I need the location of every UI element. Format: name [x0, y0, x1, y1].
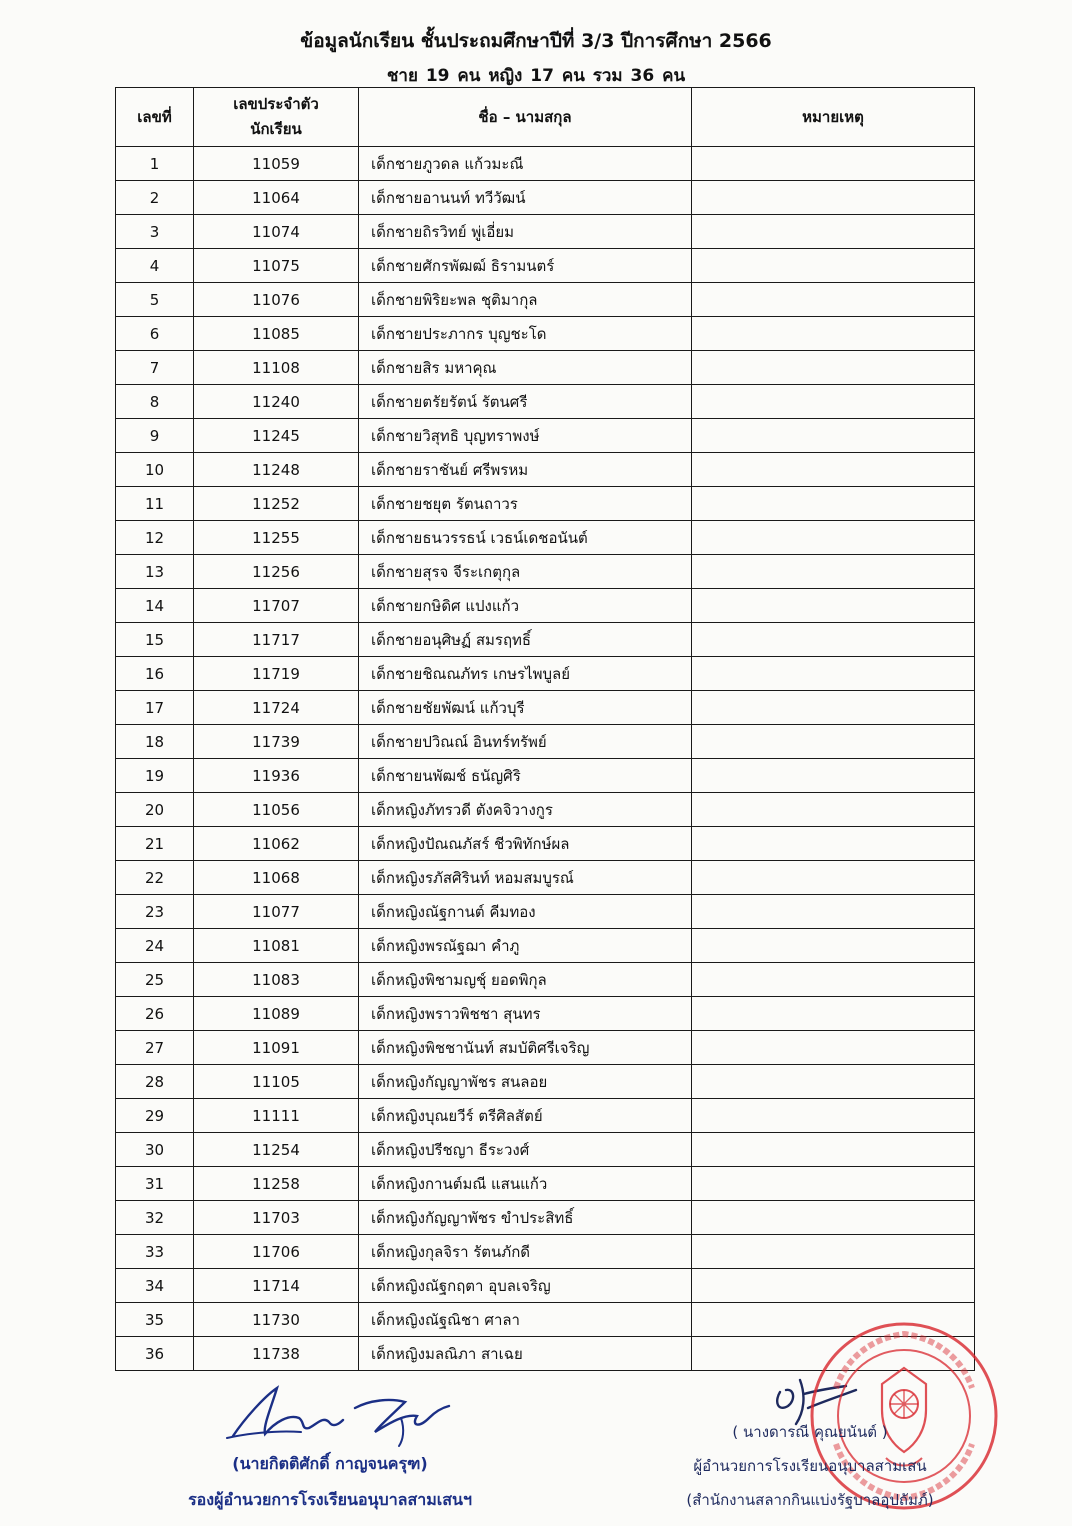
row-number: 36 [116, 1337, 194, 1371]
row-student-name: เด็กหญิงพิชามญชุ์ ยอดพิกุล [359, 963, 692, 997]
row-student-name: เด็กหญิงพิชชานันท์ สมบัติศรีเจริญ [359, 1031, 692, 1065]
table-row [116, 759, 975, 793]
table-row [116, 963, 975, 997]
row-number: 17 [116, 691, 194, 725]
table-row [116, 929, 975, 963]
row-student-name: เด็กชายวิสุทธิ บุญทราพงษ์ [359, 419, 692, 453]
row-note [692, 181, 975, 215]
row-student-name: เด็กชายปวิณณ์ อินทร์ทรัพย์ [359, 725, 692, 759]
row-note [692, 1269, 975, 1303]
table-row [116, 861, 975, 895]
row-note [692, 895, 975, 929]
row-note [692, 997, 975, 1031]
row-student-name: เด็กชายชยุต รัตนถาวร [359, 487, 692, 521]
table-row [116, 385, 975, 419]
row-student-id: 11256 [194, 555, 359, 589]
student-table [115, 87, 975, 1371]
row-student-id: 11936 [194, 759, 359, 793]
row-student-id: 11111 [194, 1099, 359, 1133]
row-note [692, 963, 975, 997]
row-note [692, 453, 975, 487]
row-student-name: เด็กชายสุรจ จีระเกตุกุล [359, 555, 692, 589]
row-note [692, 1031, 975, 1065]
row-student-name: เด็กหญิงกัญญาพัชร สนลอย [359, 1065, 692, 1099]
row-student-id: 11091 [194, 1031, 359, 1065]
row-student-id: 11717 [194, 623, 359, 657]
row-number: 1 [116, 147, 194, 181]
row-student-name: เด็กชายสิร มหาคุณ [359, 351, 692, 385]
table-row [116, 1269, 975, 1303]
row-student-id: 11706 [194, 1235, 359, 1269]
header-student-id [194, 88, 359, 147]
table-row [116, 1065, 975, 1099]
row-student-name: เด็กหญิงณัฐกฤตา อุบลเจริญ [359, 1269, 692, 1303]
row-student-name: เด็กชายตรัยรัตน์ รัตนศรี [359, 385, 692, 419]
row-number: 8 [116, 385, 194, 419]
row-note [692, 283, 975, 317]
row-student-name: เด็กหญิงณัฐกานต์ คีมทอง [359, 895, 692, 929]
row-student-id: 11258 [194, 1167, 359, 1201]
row-student-name: เด็กชายประภากร บุญชะโด [359, 317, 692, 351]
row-student-id: 11105 [194, 1065, 359, 1099]
row-note [692, 1065, 975, 1099]
row-student-name: เด็กหญิงณัฐณิชา ศาลา [359, 1303, 692, 1337]
row-number: 24 [116, 929, 194, 963]
row-note [692, 759, 975, 793]
table-row [116, 181, 975, 215]
table-header-row [116, 88, 975, 147]
row-number: 18 [116, 725, 194, 759]
student-count-summary: ชาย 19 คน หญิง 17 คน รวม 36 คน [386, 66, 686, 86]
table-row [116, 1167, 975, 1201]
left-signature [205, 1378, 465, 1448]
table-row [116, 283, 975, 317]
table-row [116, 725, 975, 759]
row-student-id: 11245 [194, 419, 359, 453]
row-student-id: 11064 [194, 181, 359, 215]
row-number: 3 [116, 215, 194, 249]
row-number: 35 [116, 1303, 194, 1337]
row-note [692, 1167, 975, 1201]
header-number: เลขที่ [116, 88, 194, 147]
table-row [116, 793, 975, 827]
row-student-name: เด็กชายราชันย์ ศรีพรหม [359, 453, 692, 487]
row-note [692, 215, 975, 249]
row-number: 23 [116, 895, 194, 929]
left-signer-name: (นายกิตติศักดิ์ กาญจนครุฑ) [232, 1454, 428, 1473]
row-student-id: 11730 [194, 1303, 359, 1337]
row-number: 20 [116, 793, 194, 827]
row-number: 2 [116, 181, 194, 215]
row-student-id: 11089 [194, 997, 359, 1031]
table-row [116, 895, 975, 929]
row-number: 30 [116, 1133, 194, 1167]
header-student-id-line2: นักเรียน [250, 120, 302, 138]
document-title: ข้อมูลนักเรียน ชั้นประถมศึกษาปีที่ 3/3 ปีการศึกษา 2566 [300, 30, 772, 52]
row-note [692, 249, 975, 283]
row-student-name: เด็กชายธนวรรธน์ เวธน์เดชอนันต์ [359, 521, 692, 555]
table-row [116, 827, 975, 861]
row-student-id: 11719 [194, 657, 359, 691]
row-note [692, 385, 975, 419]
row-student-name: เด็กชายพิริยะพล ชุติมากุล [359, 283, 692, 317]
row-number: 22 [116, 861, 194, 895]
row-student-id: 11714 [194, 1269, 359, 1303]
row-student-id: 11068 [194, 861, 359, 895]
row-student-id: 11248 [194, 453, 359, 487]
row-student-name: เด็กชายนพัฒช์ ธนัญศิริ [359, 759, 692, 793]
row-student-id: 11703 [194, 1201, 359, 1235]
row-number: 9 [116, 419, 194, 453]
row-note [692, 589, 975, 623]
row-student-name: เด็กหญิงภัทรวดี ตังคจิวางกูร [359, 793, 692, 827]
row-student-id: 11062 [194, 827, 359, 861]
row-note [692, 861, 975, 895]
row-student-name: เด็กชายถิรวิทย์ พู่เอี่ยม [359, 215, 692, 249]
table-row [116, 521, 975, 555]
table-row [116, 1235, 975, 1269]
row-note [692, 351, 975, 385]
right-signer-organization: (สำนักงานสลากกินแบ่งรัฐบาลอุปถัมภ์) [686, 1491, 934, 1509]
row-student-id: 11075 [194, 249, 359, 283]
row-number: 33 [116, 1235, 194, 1269]
row-note [692, 1201, 975, 1235]
table-row [116, 1099, 975, 1133]
row-note [692, 1133, 975, 1167]
right-signer-position: ผู้อำนวยการโรงเรียนอนุบาลสามเสน [693, 1457, 927, 1475]
row-student-id: 11724 [194, 691, 359, 725]
row-note [692, 1099, 975, 1133]
row-number: 29 [116, 1099, 194, 1133]
table-row [116, 657, 975, 691]
row-note [692, 147, 975, 181]
table-row [116, 419, 975, 453]
left-signer-position: รองผู้อำนวยการโรงเรียนอนุบาลสามเสนฯ [188, 1490, 472, 1509]
row-student-name: เด็กหญิงบุณยวีร์ ตรีศิลสัตย์ [359, 1099, 692, 1133]
table-row [116, 589, 975, 623]
table-row [116, 997, 975, 1031]
row-student-name: เด็กชายกษิดิศ แปงแก้ว [359, 589, 692, 623]
table-row [116, 147, 975, 181]
row-student-id: 11739 [194, 725, 359, 759]
row-student-name: เด็กชายชัยพัฒน์ แก้วบุรี [359, 691, 692, 725]
row-number: 15 [116, 623, 194, 657]
header-name: ชื่อ – นามสกุล [359, 88, 692, 147]
row-student-id: 11059 [194, 147, 359, 181]
row-student-name: เด็กชายภูวดล แก้วมะณี [359, 147, 692, 181]
row-note [692, 725, 975, 759]
right-signer-name: ( นางดารณี คุณยนันต์ ) [732, 1423, 888, 1441]
row-note [692, 623, 975, 657]
row-student-id: 11056 [194, 793, 359, 827]
row-number: 13 [116, 555, 194, 589]
row-note [692, 521, 975, 555]
row-number: 5 [116, 283, 194, 317]
header-student-id-line1: เลขประจำตัว [233, 95, 319, 113]
row-number: 25 [116, 963, 194, 997]
row-number: 11 [116, 487, 194, 521]
row-student-id: 11083 [194, 963, 359, 997]
row-number: 28 [116, 1065, 194, 1099]
table-row [116, 1031, 975, 1065]
row-student-name: เด็กหญิงมลณิภา สาเฉย [359, 1337, 692, 1371]
table-row [116, 691, 975, 725]
row-note [692, 691, 975, 725]
table-body [116, 147, 975, 1371]
table-row [116, 453, 975, 487]
row-number: 6 [116, 317, 194, 351]
row-number: 10 [116, 453, 194, 487]
row-student-name: เด็กชายชิณณภัทร เกษรไพบูลย์ [359, 657, 692, 691]
row-student-name: เด็กชายอานนท์ ทวีวัฒน์ [359, 181, 692, 215]
row-student-id: 11085 [194, 317, 359, 351]
row-note [692, 929, 975, 963]
row-note [692, 317, 975, 351]
row-note [692, 555, 975, 589]
row-number: 26 [116, 997, 194, 1031]
row-student-id: 11252 [194, 487, 359, 521]
row-student-id: 11108 [194, 351, 359, 385]
row-student-name: เด็กหญิงกานต์มณี แสนแก้ว [359, 1167, 692, 1201]
row-number: 12 [116, 521, 194, 555]
row-note [692, 793, 975, 827]
row-student-name: เด็กชายศักรพัฒฒ์ ธิรามนตร์ [359, 249, 692, 283]
row-number: 34 [116, 1269, 194, 1303]
row-number: 31 [116, 1167, 194, 1201]
row-student-name: เด็กหญิงพราวพิชชา สุนทร [359, 997, 692, 1031]
row-number: 19 [116, 759, 194, 793]
row-student-id: 11074 [194, 215, 359, 249]
row-number: 7 [116, 351, 194, 385]
row-number: 16 [116, 657, 194, 691]
table-row [116, 351, 975, 385]
row-student-name: เด็กหญิงกุลจิรา รัตนภักดี [359, 1235, 692, 1269]
row-student-id: 11738 [194, 1337, 359, 1371]
row-student-name: เด็กหญิงรภัสศิรินท์ หอมสมบูรณ์ [359, 861, 692, 895]
row-student-name: เด็กชายอนุศิษฏ์ สมรฤทธิ์ [359, 623, 692, 657]
row-student-name: เด็กหญิงปรีชญา ธีระวงศ์ [359, 1133, 692, 1167]
row-note [692, 657, 975, 691]
table-row [116, 249, 975, 283]
row-number: 4 [116, 249, 194, 283]
row-student-id: 11076 [194, 283, 359, 317]
row-student-id: 11081 [194, 929, 359, 963]
school-seal-stamp [806, 1318, 1002, 1514]
row-student-id: 11707 [194, 589, 359, 623]
row-number: 27 [116, 1031, 194, 1065]
row-number: 21 [116, 827, 194, 861]
row-student-id: 11254 [194, 1133, 359, 1167]
table-row [116, 1201, 975, 1235]
table-row [116, 215, 975, 249]
row-student-name: เด็กหญิงปัณณภัสร์ ชีวพิทักษ์ผล [359, 827, 692, 861]
row-note [692, 419, 975, 453]
row-student-name: เด็กหญิงพรณัฐฌา คำภู [359, 929, 692, 963]
row-number: 14 [116, 589, 194, 623]
table-row [116, 317, 975, 351]
header-note: หมายเหตุ [692, 88, 975, 147]
row-note [692, 827, 975, 861]
table-row [116, 1133, 975, 1167]
table-row [116, 623, 975, 657]
row-note [692, 487, 975, 521]
row-student-name: เด็กหญิงกัญญาพัชร ขำประสิทธิ์ [359, 1201, 692, 1235]
row-student-id: 11255 [194, 521, 359, 555]
row-note [692, 1235, 975, 1269]
table-row [116, 555, 975, 589]
row-student-id: 11077 [194, 895, 359, 929]
table-row [116, 487, 975, 521]
row-number: 32 [116, 1201, 194, 1235]
row-student-id: 11240 [194, 385, 359, 419]
